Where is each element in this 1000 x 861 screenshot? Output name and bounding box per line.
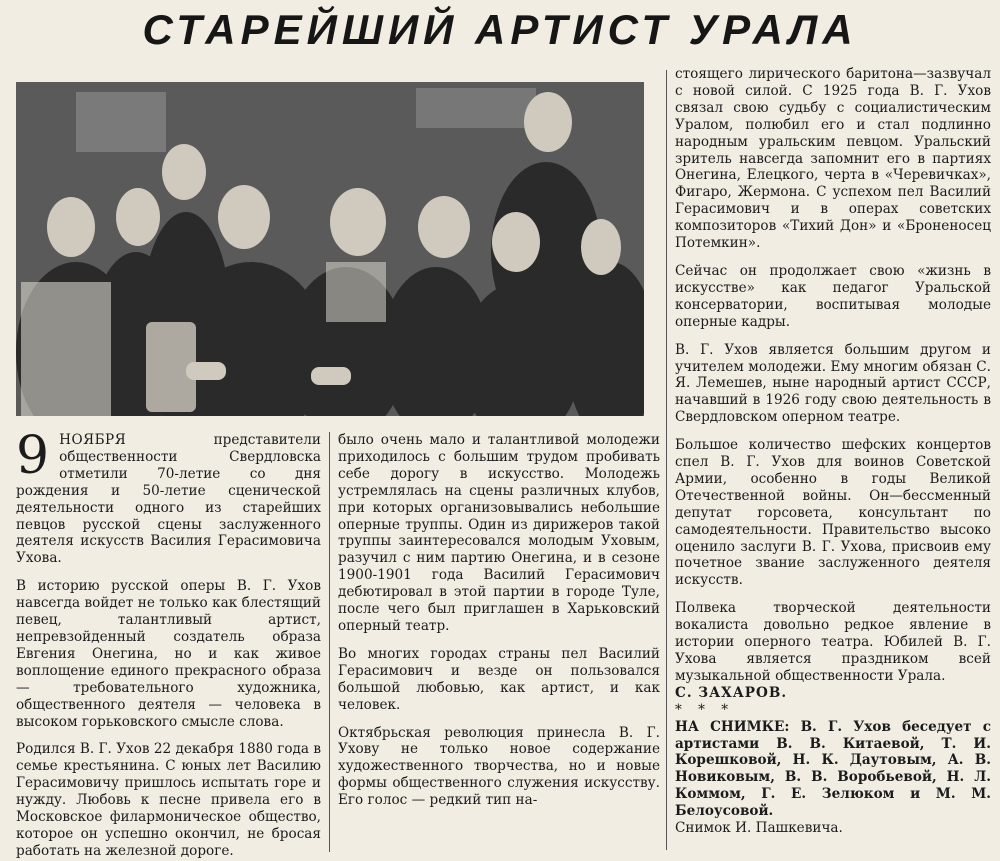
- dropcap: 9: [16, 426, 50, 486]
- column1-paragraph-1: [16, 426, 321, 567]
- column3-paragraph-2: Сейчас он продолжает свою «жизнь в искусстве» как педагог Уральской консерватории, воспитывая молодые оперные кадры.: [675, 262, 991, 330]
- column3-paragraph-5: Полвека творческой деятельности вокалиста довольно редкое явление в истории оперного театра. Юбилей В. Г. Ухова является праздником всей музыкальной общественности Урала.: [675, 600, 991, 684]
- column3-paragraph-3: В. Г. Ухов является большим другом и учителем молодежи. Ему многим обязан С. Я. Лемешев, ныне народный артист СССР, начавший в 1926 году свою деятельность в Свердловском оперном театре.: [675, 341, 991, 426]
- column1-paragraph-3: Родился В. Г. Ухов 22 декабря 1880 года в семье крестьянина. С юных лет Василию Герасимовичу пришлось испытать горе и нужду. Любовь к песне привела его в Московское филармоническое общество, которое он успешно окончил, не бросая работать на железной дороге.: [16, 741, 321, 859]
- column2-paragraph-2: Во многих городах страны пел Василий Герасимович и везде он пользовался большой любовью, как артист, и как человек.: [338, 645, 660, 713]
- photo-caption: [675, 719, 991, 820]
- column-divider-1: [329, 432, 330, 852]
- column-divider-2: [666, 70, 667, 850]
- section-divider-stars: * * *: [675, 701, 735, 718]
- headline: СТАРЕЙШИЙ АРТИСТ УРАЛА: [142, 6, 858, 53]
- caption-text: В. Г. Ухов беседует с артистами В. В. Китаевой, Т. И. Корешковой, Н. К. Даутовым, А. В. Новиковым, В. В. Воробьевой, Н. Л. Коммом, Г. Е. Зелюком и М. М. Белоусовой.: [675, 718, 991, 820]
- photo-credit: Снимок И. Пашкевича.: [675, 820, 843, 837]
- column-1: [16, 426, 321, 860]
- column2-paragraph-1: было очень мало и талантливой молодежи приходилось с большим трудом пробивать себе дорогу в искусство. Молодежь устремлялась на сцены различных клубов, при которых организовывались небольшие оперные труппы. Один из дирижеров такой труппы заинтересовался молодым Уховым, разучил с ним партию Онегина, и в сезоне 1900-1901 года Василий Герасимович дебютировал в этой партии в городе Туле, после чего был приглашен в Харьковский оперный театр.: [338, 432, 660, 634]
- group-photo: [16, 82, 644, 416]
- column1-paragraph-2: В историю русской оперы В. Г. Ухов навсегда войдет не только как блестящий певец, талантливый артист, непревзойденный создатель образа Евгения Онегина, но и как живое воплощение единого прекрасного образа — требовательного художника, общественного деятеля — человека в высоком горьковского смысле слова.: [16, 578, 321, 730]
- caption-lead: НА СНИМКЕ:: [675, 718, 790, 735]
- column-3: [675, 66, 991, 837]
- author-signature: С. ЗАХАРОВ.: [675, 684, 788, 701]
- column3-paragraph-1: стоящего лирического баритона—зазвучал с новой силой. С 1925 года В. Г. Ухов связал свою судьбу с социалистическим Уралом, полюбил его и стал подлинно народным уральским певцом. Уральский зритель навсегда запомнит его в партиях Онегина, Елецкого, черта в «Черевичках», Фигаро, Жермона. С успехом пел Василий Герасимович и в операх советских композиторов «Тихий Дон» и «Броненосец Потемкин».: [675, 66, 991, 252]
- column2-paragraph-3: Октябрьская революция принесла В. Г. Ухову не только новое содержание художественного творчества, но и новые формы общественного служения искусству. Его голос — редкий тип на-: [338, 724, 660, 809]
- column3-paragraph-4: Большое количество шефских концертов спел В. Г. Ухов для воинов Советской Армии, особенно в годы Великой Отечественной войны. Он—бессменный депутат горсовета, консультант по самодеятельности. Правительство высоко оценило заслуги В. Г. Ухова, присвоив ему почетное звание заслуженного деятеля искусств.: [675, 437, 991, 589]
- column1-p1-text: представители общественности Свердловска отметили 70-летие со дня рождения и 50-летие сценической деятельности одного из старейших певцов русской сцены заслуженного деятеля искусств Василия Герасимовича Ухова.: [16, 432, 321, 567]
- column-2: [338, 432, 660, 809]
- photo-of-group-icon: [16, 82, 644, 416]
- dropcap-lead: НОЯБРЯ: [59, 432, 127, 448]
